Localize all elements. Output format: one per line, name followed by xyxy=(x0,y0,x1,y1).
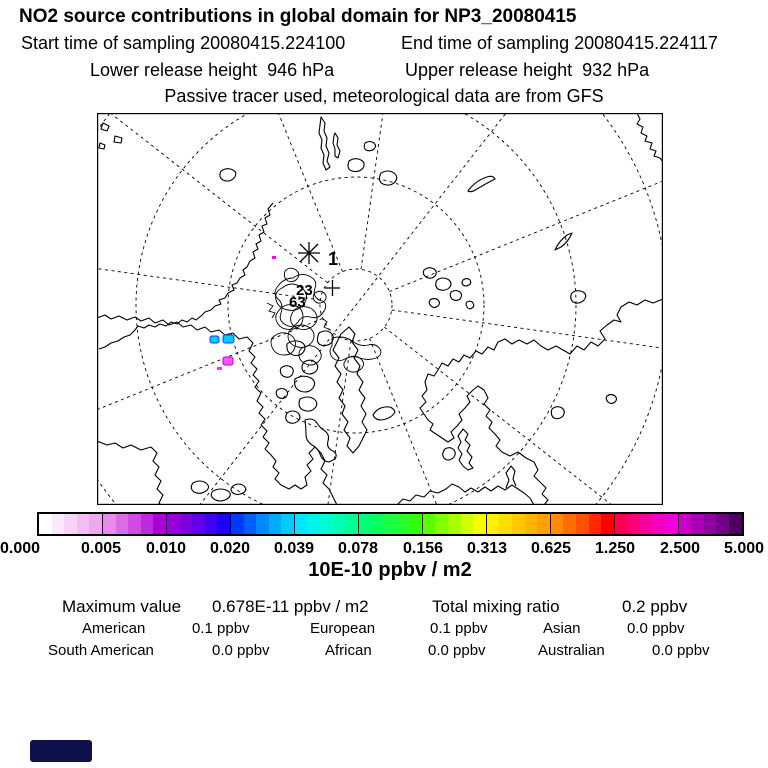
island-small-2 xyxy=(571,291,586,303)
colorbar-cell xyxy=(384,514,397,534)
colorbar-cell xyxy=(409,514,422,534)
colorbar-cell xyxy=(89,514,102,534)
colorbar-cell xyxy=(358,514,372,534)
colorbar-cell xyxy=(653,514,666,534)
colorbar-cell xyxy=(627,514,640,534)
region-label: Australian xyxy=(538,642,605,659)
colorbar-cell xyxy=(704,514,717,534)
total-ratio-label: Total mixing ratio xyxy=(432,597,560,616)
colorbar-cell xyxy=(244,514,257,534)
colorbar-cell xyxy=(102,514,116,534)
concentration-spot xyxy=(210,336,219,343)
colorbar-tick: 0.156 xyxy=(402,540,444,557)
island-great-britain xyxy=(458,429,473,470)
region-label: African xyxy=(325,642,372,659)
colorbar-cell xyxy=(716,514,729,534)
coastline-top-right xyxy=(637,113,663,162)
colorbar-tick: 0.078 xyxy=(337,540,379,557)
total-ratio-value: 0.2 ppbv xyxy=(622,597,688,616)
upper-release-text: Upper release height 932 hPa xyxy=(405,60,650,80)
concentration-spot xyxy=(223,357,233,365)
coastlines xyxy=(97,113,663,505)
colorbar-cell xyxy=(576,514,589,534)
end-time-text: End time of sampling 20080415.224117 xyxy=(401,33,718,53)
island-sliver xyxy=(333,133,340,158)
colorbar-tick: 0.005 xyxy=(80,540,122,557)
maximum-value: 0.678E-11 ppbv / m2 xyxy=(212,597,369,616)
graticule-circles xyxy=(97,113,663,505)
page-title: NO2 source contributions in global domain for NP3_20080415 xyxy=(19,6,577,27)
colorbar-cell xyxy=(729,514,742,534)
islands-taymyr xyxy=(348,142,397,186)
colorbar-cell xyxy=(77,514,90,534)
region-value: 0.0 ppbv xyxy=(627,620,685,637)
island-baffin xyxy=(305,419,336,462)
colorbar-tick: 1.250 xyxy=(594,540,636,557)
coastline-europe-south xyxy=(397,484,534,505)
colorbar-cell xyxy=(499,514,512,534)
island-ireland xyxy=(443,448,456,460)
colorbar-cell xyxy=(192,514,205,534)
colorbar-tick: 0.039 xyxy=(273,540,315,557)
contour-cluster xyxy=(267,268,381,372)
islands-svalbard xyxy=(423,268,473,309)
colorbar-tick: 0.020 xyxy=(209,540,251,557)
colorbar-cell xyxy=(153,514,166,534)
region-label: Asian xyxy=(543,620,581,637)
colorbar-cell xyxy=(345,514,358,534)
colorbar-cell xyxy=(525,514,538,534)
region-value: 0.0 ppbv xyxy=(212,642,270,659)
colorbar-tick: 0.313 xyxy=(466,540,508,557)
colorbar-cell xyxy=(512,514,525,534)
colorbar-tick: 0.000 xyxy=(0,540,41,557)
polar-map xyxy=(97,113,663,505)
colorbar-cell xyxy=(691,514,704,534)
colorbar-cell xyxy=(473,514,486,534)
region-value: 0.0 ppbv xyxy=(652,642,710,659)
islands-top-left xyxy=(99,123,122,149)
start-time-text: Start time of sampling 20080415.224100 xyxy=(21,33,346,53)
colorbar xyxy=(37,512,744,536)
colorbar-cell xyxy=(307,514,320,534)
colorbar-cell xyxy=(230,514,244,534)
coastline-chukotka-alaska xyxy=(99,203,273,349)
colorbar-cell xyxy=(116,514,129,534)
colorbar-cell xyxy=(589,514,602,534)
contour-label-1: 1 xyxy=(328,249,339,269)
peninsula-denmark xyxy=(506,466,516,488)
colorbar-cell xyxy=(397,514,410,534)
colorbar-cell xyxy=(678,514,692,534)
colorbar-units-label: 10E-10 ppbv / m2 xyxy=(308,559,472,581)
colorbar-cell xyxy=(217,514,230,534)
colorbar-cell xyxy=(422,514,436,534)
concentration-spot xyxy=(217,367,222,370)
lakes-russia xyxy=(551,395,616,419)
colorbar-cell xyxy=(320,514,333,534)
coastline-europe-russia xyxy=(420,299,663,505)
colorbar-cell xyxy=(614,514,628,534)
map-canvas xyxy=(97,113,663,505)
region-label: American xyxy=(82,620,146,637)
colorbar-tick: 5.000 xyxy=(723,540,765,557)
colorbar-cell xyxy=(486,514,500,534)
graticule-meridians xyxy=(97,113,663,505)
colorbar-cell xyxy=(371,514,384,534)
colorbar-cell xyxy=(448,514,461,534)
contour-label-23: 23 xyxy=(296,282,313,299)
coastline-pacific xyxy=(97,441,163,505)
map-frame-border xyxy=(98,114,663,505)
colorbar-cell xyxy=(435,514,448,534)
island-novaya-zemlya xyxy=(468,176,495,191)
region-value: 0.1 ppbv xyxy=(192,620,250,637)
lower-release-text: Lower release height 946 hPa xyxy=(90,60,335,80)
release-marker-star-icon xyxy=(298,242,320,264)
colorbar-cell xyxy=(665,514,678,534)
colorbar-tick: 2.500 xyxy=(659,540,701,557)
concentration-spot xyxy=(272,256,276,259)
colorbar-cell xyxy=(461,514,474,534)
island-chain-siberian xyxy=(319,117,330,170)
island-wrangel xyxy=(220,169,236,181)
colorbar-cell xyxy=(281,514,294,534)
colorbar-cell xyxy=(294,514,308,534)
region-label: European xyxy=(310,620,376,637)
colorbar-cell xyxy=(128,514,141,534)
colorbar-cell xyxy=(205,514,218,534)
region-value: 0.1 ppbv xyxy=(430,620,488,637)
colorbar-cell xyxy=(166,514,180,534)
colorbar-cell xyxy=(256,514,269,534)
tracer-note-text: Passive tracer used, meteorological data are from GFS xyxy=(164,86,604,106)
colorbar-tick: 0.625 xyxy=(530,540,572,557)
colorbar-cell xyxy=(39,514,52,534)
colorbar-tick: 0.010 xyxy=(145,540,187,557)
island-iceland xyxy=(373,407,395,420)
colorbar-cell xyxy=(640,514,653,534)
region-value: 0.0 ppbv xyxy=(428,642,486,659)
colorbar-cell xyxy=(141,514,154,534)
colorbar-cell xyxy=(64,514,77,534)
colorbar-cell xyxy=(269,514,282,534)
coastline-greenland xyxy=(333,327,367,453)
colorbar-cell xyxy=(52,514,65,534)
region-label: South American xyxy=(48,642,154,659)
great-lakes xyxy=(191,481,246,501)
island-small-1 xyxy=(555,233,572,250)
colorbar-cell xyxy=(333,514,346,534)
maximum-value-label: Maximum value xyxy=(62,597,182,616)
colorbar-cell xyxy=(563,514,576,534)
colorbar-cell xyxy=(537,514,550,534)
colorbar-cell xyxy=(550,514,564,534)
colorbar-cell xyxy=(601,514,614,534)
bottom-left-dark-box xyxy=(30,740,92,762)
contour-label-63: 63 xyxy=(289,294,306,311)
concentration-spot xyxy=(223,335,234,343)
colorbar-cell xyxy=(180,514,193,534)
